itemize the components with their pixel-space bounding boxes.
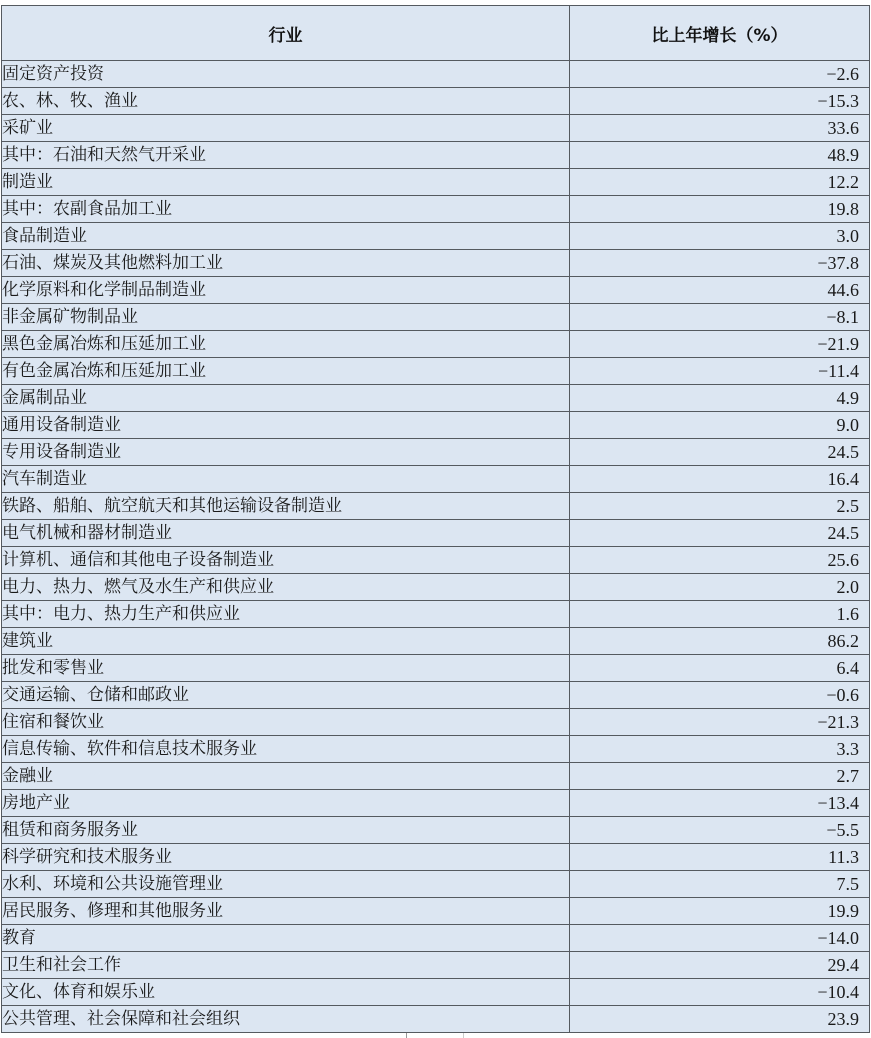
table-row bbox=[2, 574, 870, 601]
table-row bbox=[2, 88, 870, 115]
growth-value-cell: 23.9 bbox=[570, 1006, 870, 1033]
industry-name-cell: 其中：电力、热力生产和供应业 bbox=[2, 601, 570, 628]
industry-name-cell: 非金属矿物制品业 bbox=[2, 304, 570, 331]
industry-name-cell: 其中：农副食品加工业 bbox=[2, 196, 570, 223]
growth-value-cell: −0.6 bbox=[570, 682, 870, 709]
header-row bbox=[2, 6, 870, 61]
column-header-growth: 比上年增长（%） bbox=[570, 6, 870, 61]
industry-name-cell: 有色金属冶炼和压延加工业 bbox=[2, 358, 570, 385]
table-row bbox=[2, 412, 870, 439]
industry-name-cell: 化学原料和化学制品制造业 bbox=[2, 277, 570, 304]
table-row bbox=[2, 655, 870, 682]
table-row bbox=[2, 1006, 870, 1033]
growth-value-cell: −11.4 bbox=[570, 358, 870, 385]
table-row bbox=[2, 601, 870, 628]
growth-value-cell: 25.6 bbox=[570, 547, 870, 574]
growth-value-cell: 19.8 bbox=[570, 196, 870, 223]
growth-value-cell: 2.0 bbox=[570, 574, 870, 601]
table-row bbox=[2, 196, 870, 223]
growth-value-cell: −21.9 bbox=[570, 331, 870, 358]
growth-value-cell: 6.4 bbox=[570, 655, 870, 682]
industry-name-cell: 卫生和社会工作 bbox=[2, 952, 570, 979]
industry-growth-table bbox=[1, 5, 870, 1033]
industry-name-cell: 铁路、船舶、航空航天和其他运输设备制造业 bbox=[2, 493, 570, 520]
industry-name-cell: 金属制品业 bbox=[2, 385, 570, 412]
table-row bbox=[2, 169, 870, 196]
growth-value-cell: 19.9 bbox=[570, 898, 870, 925]
growth-value-cell: −13.4 bbox=[570, 790, 870, 817]
industry-name-cell: 批发和零售业 bbox=[2, 655, 570, 682]
growth-value-cell: −5.5 bbox=[570, 817, 870, 844]
growth-value-cell: 11.3 bbox=[570, 844, 870, 871]
industry-name-cell: 租赁和商务服务业 bbox=[2, 817, 570, 844]
growth-value-cell: 3.3 bbox=[570, 736, 870, 763]
table-row bbox=[2, 250, 870, 277]
growth-value-cell: 3.0 bbox=[570, 223, 870, 250]
industry-name-cell: 石油、煤炭及其他燃料加工业 bbox=[2, 250, 570, 277]
industry-name-cell: 金融业 bbox=[2, 763, 570, 790]
growth-value-cell: 29.4 bbox=[570, 952, 870, 979]
growth-value-cell: 7.5 bbox=[570, 871, 870, 898]
table-row bbox=[2, 817, 870, 844]
industry-name-cell: 食品制造业 bbox=[2, 223, 570, 250]
industry-name-cell: 通用设备制造业 bbox=[2, 412, 570, 439]
table-row bbox=[2, 358, 870, 385]
page-edge-mark bbox=[406, 1033, 464, 1038]
industry-name-cell: 水利、环境和公共设施管理业 bbox=[2, 871, 570, 898]
industry-name-cell: 建筑业 bbox=[2, 628, 570, 655]
industry-name-cell: 文化、体育和娱乐业 bbox=[2, 979, 570, 1006]
table-row bbox=[2, 547, 870, 574]
growth-value-cell: 9.0 bbox=[570, 412, 870, 439]
table-row bbox=[2, 331, 870, 358]
table-row bbox=[2, 790, 870, 817]
growth-value-cell: 12.2 bbox=[570, 169, 870, 196]
table-row bbox=[2, 304, 870, 331]
growth-value-cell: −21.3 bbox=[570, 709, 870, 736]
table-row bbox=[2, 952, 870, 979]
table-body bbox=[2, 61, 870, 1033]
growth-value-cell: 86.2 bbox=[570, 628, 870, 655]
table-row bbox=[2, 709, 870, 736]
industry-name-cell: 电力、热力、燃气及水生产和供应业 bbox=[2, 574, 570, 601]
table-row bbox=[2, 925, 870, 952]
table-row bbox=[2, 223, 870, 250]
industry-name-cell: 计算机、通信和其他电子设备制造业 bbox=[2, 547, 570, 574]
growth-value-cell: 2.7 bbox=[570, 763, 870, 790]
table-row bbox=[2, 628, 870, 655]
growth-value-cell: −37.8 bbox=[570, 250, 870, 277]
table-row bbox=[2, 763, 870, 790]
table-row bbox=[2, 520, 870, 547]
table-row bbox=[2, 115, 870, 142]
table-row bbox=[2, 466, 870, 493]
table-row bbox=[2, 493, 870, 520]
industry-name-cell: 其中：石油和天然气开采业 bbox=[2, 142, 570, 169]
growth-value-cell: −10.4 bbox=[570, 979, 870, 1006]
industry-name-cell: 教育 bbox=[2, 925, 570, 952]
table-row bbox=[2, 142, 870, 169]
growth-value-cell: −15.3 bbox=[570, 88, 870, 115]
growth-value-cell: 16.4 bbox=[570, 466, 870, 493]
growth-value-cell: 48.9 bbox=[570, 142, 870, 169]
industry-name-cell: 房地产业 bbox=[2, 790, 570, 817]
growth-value-cell: −14.0 bbox=[570, 925, 870, 952]
industry-name-cell: 固定资产投资 bbox=[2, 61, 570, 88]
table-row bbox=[2, 61, 870, 88]
table-row bbox=[2, 385, 870, 412]
growth-value-cell: 44.6 bbox=[570, 277, 870, 304]
industry-name-cell: 交通运输、仓储和邮政业 bbox=[2, 682, 570, 709]
table-row bbox=[2, 277, 870, 304]
industry-name-cell: 制造业 bbox=[2, 169, 570, 196]
column-header-industry: 行业 bbox=[2, 6, 570, 61]
industry-name-cell: 住宿和餐饮业 bbox=[2, 709, 570, 736]
industry-name-cell: 汽车制造业 bbox=[2, 466, 570, 493]
industry-name-cell: 专用设备制造业 bbox=[2, 439, 570, 466]
table-row bbox=[2, 844, 870, 871]
growth-value-cell: 24.5 bbox=[570, 520, 870, 547]
growth-value-cell: 4.9 bbox=[570, 385, 870, 412]
growth-value-cell: 33.6 bbox=[570, 115, 870, 142]
table-row bbox=[2, 682, 870, 709]
growth-value-cell: 1.6 bbox=[570, 601, 870, 628]
industry-name-cell: 信息传输、软件和信息技术服务业 bbox=[2, 736, 570, 763]
industry-name-cell: 采矿业 bbox=[2, 115, 570, 142]
growth-value-cell: −2.6 bbox=[570, 61, 870, 88]
table-row bbox=[2, 736, 870, 763]
industry-name-cell: 公共管理、社会保障和社会组织 bbox=[2, 1006, 570, 1033]
industry-name-cell: 居民服务、修理和其他服务业 bbox=[2, 898, 570, 925]
growth-value-cell: 2.5 bbox=[570, 493, 870, 520]
industry-name-cell: 电气机械和器材制造业 bbox=[2, 520, 570, 547]
growth-value-cell: −8.1 bbox=[570, 304, 870, 331]
table-row bbox=[2, 439, 870, 466]
table-row bbox=[2, 871, 870, 898]
table-row bbox=[2, 898, 870, 925]
growth-value-cell: 24.5 bbox=[570, 439, 870, 466]
industry-name-cell: 农、林、牧、渔业 bbox=[2, 88, 570, 115]
table-header bbox=[2, 6, 870, 61]
table-row bbox=[2, 979, 870, 1006]
industry-name-cell: 科学研究和技术服务业 bbox=[2, 844, 570, 871]
industry-name-cell: 黑色金属冶炼和压延加工业 bbox=[2, 331, 570, 358]
